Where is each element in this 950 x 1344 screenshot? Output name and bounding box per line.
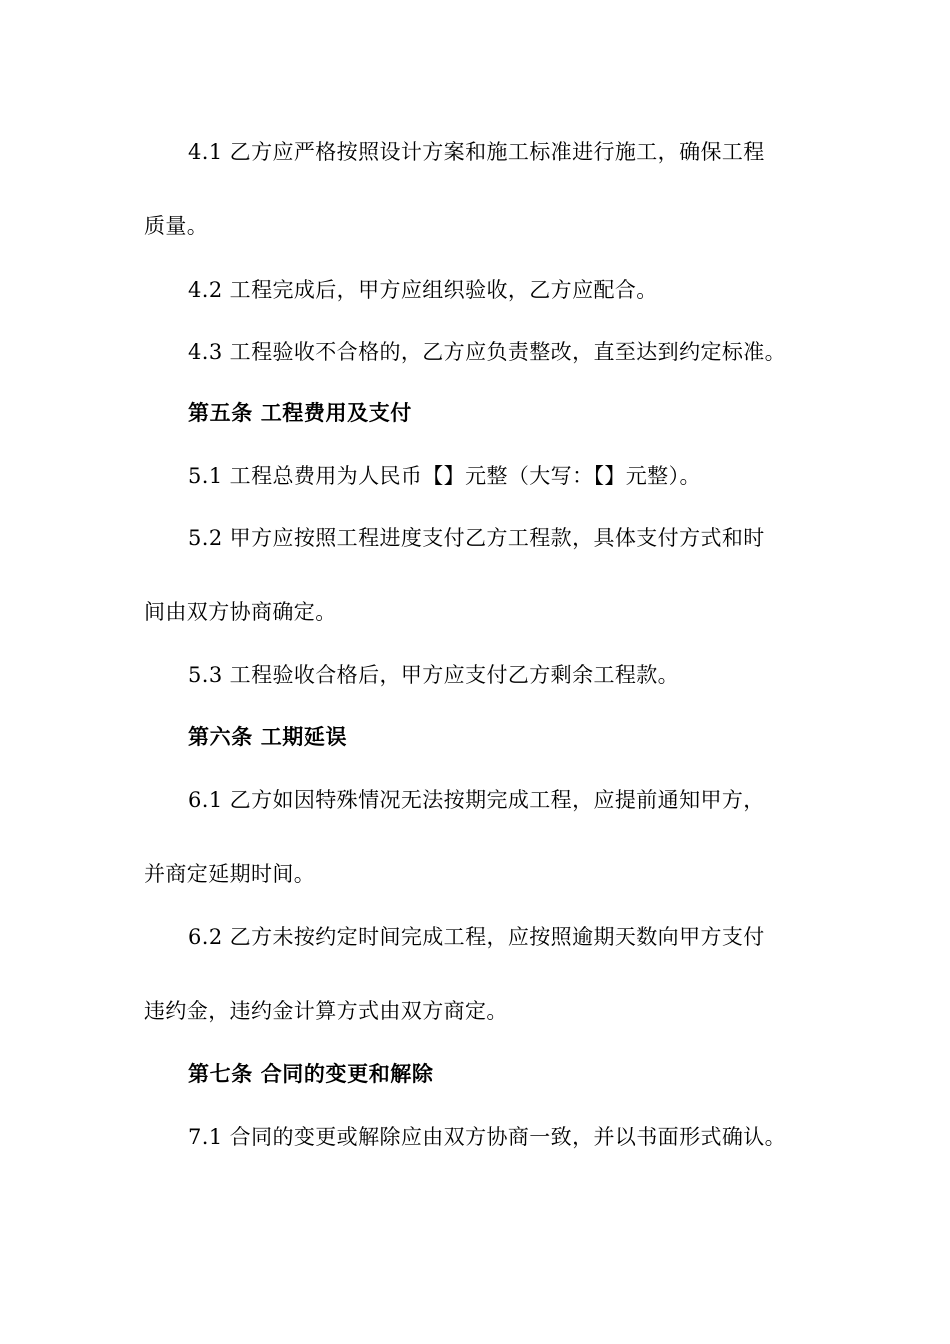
clause-6-1-line-2: 并商定延期时间。	[144, 862, 316, 886]
clause-5-2-line-2: 间由双方协商确定。	[144, 600, 337, 624]
clause-5-1: 5.1 工程总费用为人民币【】元整（大写：【】元整）。	[188, 464, 701, 488]
clause-4-1-line-2: 质量。	[144, 214, 209, 238]
clause-4-3: 4.3 工程验收不合格的，乙方应负责整改，直至达到约定标准。	[188, 340, 787, 364]
clause-6-2-line-1: 6.2 乙方未按约定时间完成工程，应按照逾期天数向甲方支付	[188, 925, 765, 949]
clause-6-2-line-2: 违约金，违约金计算方式由双方商定。	[144, 999, 508, 1023]
clause-4-2: 4.2 工程完成后，甲方应组织验收，乙方应配合。	[188, 278, 658, 302]
clause-5-2-line-1: 5.2 甲方应按照工程进度支付乙方工程款，具体支付方式和时	[188, 526, 765, 550]
article-6-heading: 第六条 工期延误	[188, 725, 348, 749]
article-5-heading: 第五条 工程费用及支付	[188, 401, 412, 425]
clause-4-1-line-1: 4.1 乙方应严格按照设计方案和施工标准进行施工，确保工程	[188, 140, 765, 164]
clause-5-3: 5.3 工程验收合格后，甲方应支付乙方剩余工程款。	[188, 663, 680, 687]
clause-7-1: 7.1 合同的变更或解除应由双方协商一致，并以书面形式确认。	[188, 1125, 787, 1149]
article-7-heading: 第七条 合同的变更和解除	[188, 1062, 434, 1086]
clause-6-1-line-1: 6.1 乙方如因特殊情况无法按期完成工程，应提前通知甲方，	[188, 788, 765, 812]
